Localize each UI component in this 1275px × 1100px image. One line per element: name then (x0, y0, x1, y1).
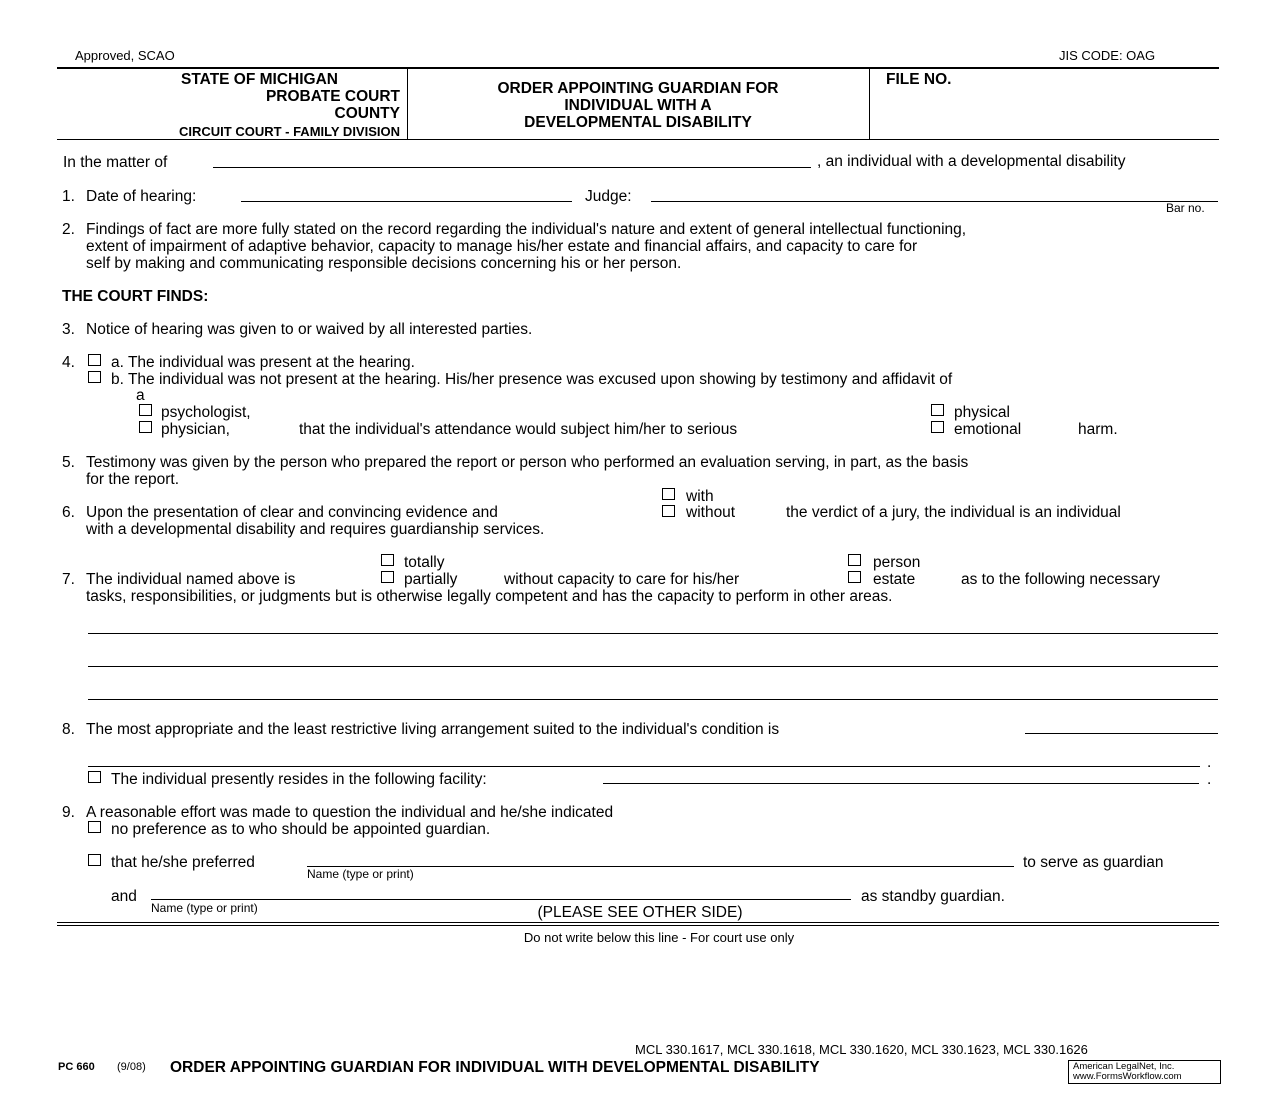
county: COUNTY (334, 105, 400, 122)
totally-checkbox[interactable] (381, 554, 394, 566)
court-use-rule-2 (57, 925, 1219, 926)
brand-line2: www.FormsWorkflow.com (1073, 1071, 1182, 1082)
judge-label: Judge: (585, 188, 632, 205)
item5-line1: Testimony was given by the person who prepared the report or person who performed an evaluation serving, in part, as the basis (86, 454, 969, 471)
emotional-label: emotional (954, 421, 1022, 438)
item7-number: 7. (62, 571, 75, 588)
psychologist-checkbox[interactable] (139, 404, 152, 416)
state-name: STATE OF MICHIGAN (181, 71, 338, 88)
living-arrangement-field[interactable] (1025, 733, 1218, 734)
totally-label: totally (404, 554, 445, 571)
item6-post: the verdict of a jury, the individual is an individual (786, 504, 1121, 521)
estate-checkbox[interactable] (848, 571, 861, 583)
partially-label: partially (404, 571, 458, 588)
facility-label: The individual presently resides in the following facility: (111, 771, 487, 788)
item6-pre: Upon the presentation of clear and convincing evidence and (86, 504, 498, 521)
matter-label: In the matter of (63, 154, 168, 171)
item8-number: 8. (62, 721, 75, 738)
item5-number: 5. (62, 454, 75, 471)
item1-number: 1. (62, 188, 75, 205)
form-title-line2: INDIVIDUAL WITH A (564, 97, 712, 114)
facility-checkbox[interactable] (88, 771, 101, 783)
harm-label: harm. (1078, 421, 1118, 438)
and-label: and (111, 888, 137, 905)
form-code: PC 660 (58, 1061, 95, 1073)
item2-line1: Findings of fact are more fully stated on the record regarding the individual's nature and extent of general intellectual functioning, (86, 221, 967, 238)
no-preference-checkbox[interactable] (88, 821, 101, 833)
psychologist-label: psychologist, (161, 404, 251, 421)
matter-suffix: , an individual with a developmental disability (817, 153, 1126, 170)
item7-mid: without capacity to care for his/her (504, 571, 740, 588)
item8-period-1: . (1207, 754, 1212, 771)
item8-text: The most appropriate and the least restrictive living arrangement suited to the individual's condition is (86, 721, 780, 738)
emotional-checkbox[interactable] (931, 421, 944, 433)
item2-line2: extent of impairment of adaptive behavior, capacity to manage his/her estate and financial affairs, and capacity to care for (86, 238, 918, 255)
item3-text: Notice of hearing was given to or waived by all interested parties. (86, 321, 533, 338)
physical-checkbox[interactable] (931, 404, 944, 416)
title-divider-right (869, 68, 870, 140)
brand-line1: American LegalNet, Inc. (1073, 1061, 1175, 1072)
hearing-date-field[interactable] (241, 201, 572, 202)
bar-no-label: Bar no. (1166, 201, 1205, 215)
preferred-label: that he/she preferred (111, 854, 255, 871)
court-use-rule-1 (57, 922, 1219, 923)
form-title-line1: ORDER APPOINTING GUARDIAN FOR (497, 80, 779, 97)
form-title-line3: DEVELOPMENTAL DISABILITY (524, 114, 752, 131)
item6-line2: with a developmental disability and requires guardianship services. (86, 521, 545, 538)
partially-checkbox[interactable] (381, 571, 394, 583)
item6-number: 6. (62, 504, 75, 521)
present-checkbox[interactable] (88, 354, 101, 366)
physician-label: physician, (161, 421, 230, 438)
circuit-court: CIRCUIT COURT - FAMILY DIVISION (178, 124, 400, 139)
item7-blank-line-1[interactable] (88, 633, 1218, 634)
footer-form-title: ORDER APPOINTING GUARDIAN FOR INDIVIDUAL WITH DEVELOPMENTAL DISABILITY (170, 1059, 820, 1076)
estate-label: estate (873, 571, 916, 588)
item5-line2: for the report. (86, 471, 180, 488)
standby-name-hint: Name (type or print) (151, 901, 258, 915)
without-jury-checkbox[interactable] (662, 505, 675, 517)
item4b-text: b. The individual was not present at the hearing. His/her presence was excused upon showing by testimony and affidavit of (111, 371, 953, 388)
with-jury-checkbox[interactable] (662, 488, 675, 500)
item4a-text: a. The individual was present at the hearing. (111, 354, 415, 371)
see-other-side: (PLEASE SEE OTHER SIDE) (537, 904, 743, 921)
item3-number: 3. (62, 321, 75, 338)
physician-checkbox[interactable] (139, 421, 152, 433)
jis-code: JIS CODE: OAG (1059, 48, 1156, 63)
facility-field[interactable] (603, 783, 1199, 784)
item7-pre: The individual named above is (86, 571, 296, 588)
physical-label: physical (954, 404, 1010, 421)
matter-name-field[interactable] (213, 167, 811, 168)
item4-number: 4. (62, 354, 75, 371)
person-label: person (873, 554, 921, 571)
item2-line3: self by making and communicating responsible decisions concerning his or her person. (86, 255, 682, 272)
item4b-continuation: a (136, 387, 145, 404)
without-label: without (686, 504, 736, 521)
top-rule (57, 67, 1219, 69)
judge-field[interactable] (651, 201, 1218, 202)
item7-blank-line-3[interactable] (88, 699, 1218, 700)
hearing-date-label: Date of hearing: (86, 188, 197, 205)
mcl-references: MCL 330.1617, MCL 330.1618, MCL 330.1620, MCL 330.1623, MCL 330.1626 (635, 1042, 1088, 1057)
serve-as-guardian-label: to serve as guardian (1023, 854, 1164, 871)
item7-line2: tasks, responsibilities, or judgments but is otherwise legally competent and has the capacity to perform in other areas. (86, 588, 893, 605)
person-checkbox[interactable] (848, 554, 861, 566)
standby-guardian-label: as standby guardian. (861, 888, 1005, 905)
court-use-note: Do not write below this line - For court use only (523, 930, 795, 945)
form-date: (9/08) (117, 1061, 146, 1073)
item9-number: 9. (62, 804, 75, 821)
probate-court: PROBATE COURT (265, 88, 400, 105)
item7-post: as to the following necessary (961, 571, 1161, 588)
item2-number: 2. (62, 221, 75, 238)
living-arrangement-field-2[interactable] (88, 766, 1200, 767)
approved-scao: Approved, SCAO (75, 48, 175, 63)
court-finds-heading: THE COURT FINDS: (62, 288, 209, 305)
brand-box (1068, 1060, 1221, 1084)
with-label: with (686, 488, 714, 505)
title-bottom-rule (57, 139, 1219, 140)
no-preference-label: no preference as to who should be appointed guardian. (111, 821, 491, 838)
not-present-checkbox[interactable] (88, 371, 101, 383)
item7-blank-line-2[interactable] (88, 666, 1218, 667)
item9-text: A reasonable effort was made to question the individual and he/she indicated (86, 804, 614, 821)
preferred-checkbox[interactable] (88, 854, 101, 866)
item4-attendance-text: that the individual's attendance would subject him/her to serious (299, 421, 738, 438)
file-no-label: FILE NO. (886, 71, 952, 88)
standby-guardian-field[interactable] (151, 899, 851, 900)
item8-period-2: . (1207, 771, 1212, 788)
preferred-name-hint: Name (type or print) (307, 867, 414, 881)
